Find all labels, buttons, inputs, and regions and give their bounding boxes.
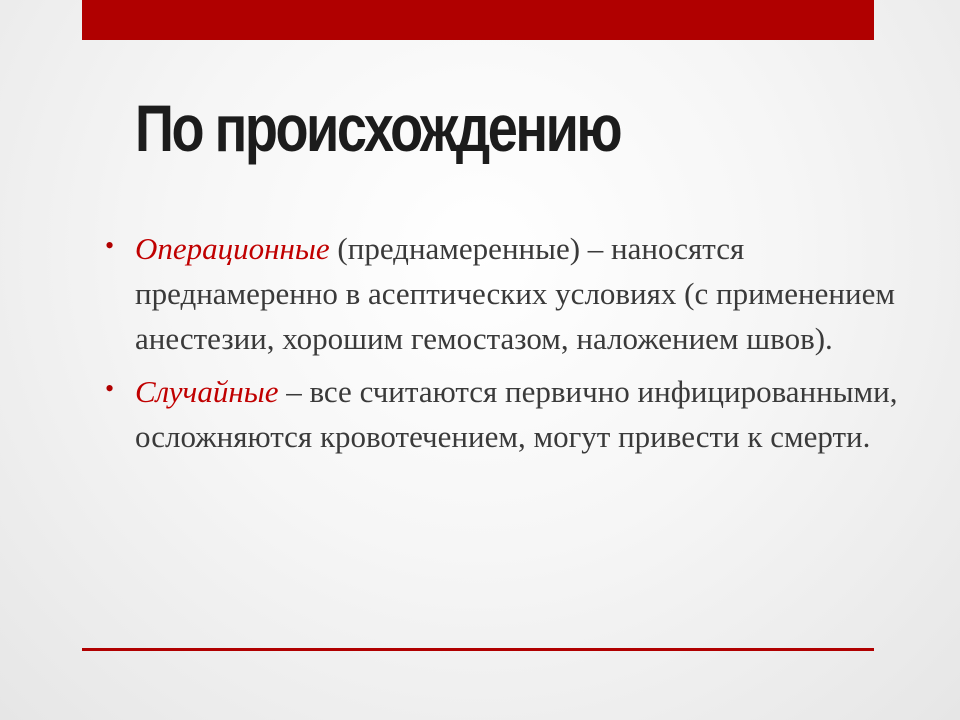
top-accent-bar [82,0,874,40]
bullet-text: (преднамеренные) – наносятся преднамеренно в асептических условиях (с применением анестезии, хорошим гемостазом, наложением швов). [135,231,895,356]
bullet-term: Случайные [135,374,279,409]
bullet-item-operational [105,226,905,361]
bottom-divider [82,648,874,651]
bullet-text: – все считаются первично инфицированными, осложняются кровотечением, могут привести к смерти. [135,374,898,454]
bullet-icon: • [105,374,115,403]
slide-title: По происхождению [135,91,621,165]
bullet-icon: • [105,231,115,260]
bullet-term: Операционные [135,231,330,266]
bullet-list [105,226,905,467]
bullet-item-accidental [105,369,905,459]
